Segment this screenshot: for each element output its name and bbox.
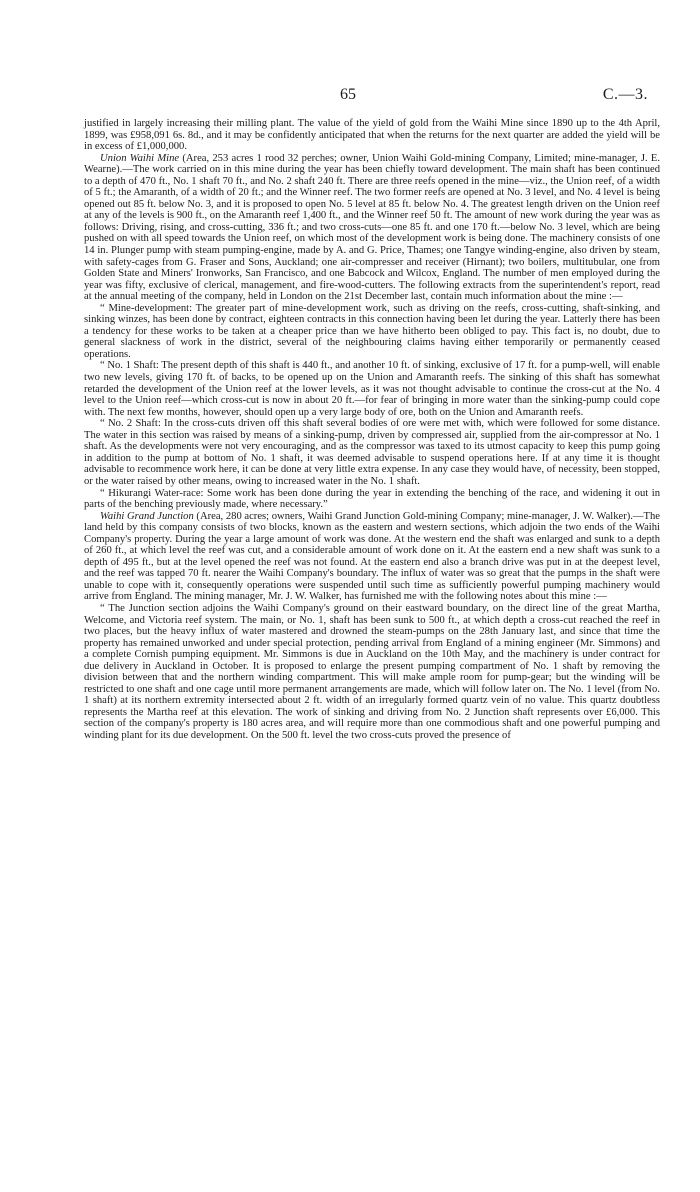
page-number: 65 — [340, 86, 356, 103]
quote-no1-shaft: “ No. 1 Shaft: The present depth of this shaft is 440 ft., and another 10 ft. of sinking, exclusive of 17 ft. for a pump-well, will enable two new levels, giving 170 ft. of backs, to be opened up on the Union and Amaranth reefs. The sinking of this shaft has somewhat retarded the development of the Union reef at the lower levels, as it was not thought advisable to continue the cross-cut at the No. 4 level to the Union reef—which cross-cut is now in about 20 ft.—for fear of bringing in more water than the sinking-pump could cope with. The next few months, however, should open up a very large body of ore, both on the Union and Amaranth reefs. — [84, 360, 660, 418]
paragraph-union-waihi — [84, 153, 660, 303]
quote-junction-section: “ The Junction section adjoins the Waihi Company's ground on their eastward boundary, on the direct line of the great Martha, Welcome, and Victoria reef system. The main, or No. 1, shaft has been sunk to 500 ft., at which depth a cross-cut reached the reef in two places, but the heavy influx of water mastered and drowned the steam-pumps on the 28th January last, and since that time the property has remained unworked and under special protection, pending arrival from England of a mining engineer (Mr. Simmons) and a complete Cornish pumping equipment. Mr. Simmons is due in Auckland on the 10th May, and the machinery is under contract for due delivery in Auckland in October. It is proposed to enlarge the present pumping compartment of No. 1 shaft by removing the division between that and the northern winding compartment. This will make ample room for pump-gear; but the winding will be restricted to one shaft and one cage until more permanent arrangements are made, which will follow later on. The No. 1 level (from No. 1 shaft) at its northern extremity intersected about 2 ft. width of an irregularly formed quartz vein of no value. This quartz doubtless represents the Martha reef at this elevation. The work of sinking and driving from No. 2 Junction shaft represents over £6,000. This section of the company's property is 180 acres area, and will require more than one commodious shaft and one powerful pumping and winding plant for its due development. On the 500 ft. level the two cross-cuts proved the presence of — [84, 602, 660, 741]
quote-hikurangi-water-race: “ Hikurangi Water-race: Some work has been done during the year in extending the benching of the race, and widening it out in parts of the benching previously made, where necessary.” — [84, 487, 660, 511]
document-reference: C.—3. — [602, 86, 648, 103]
body-text — [84, 118, 660, 742]
paragraph-waihi-grand-junction-text: (Area, 280 acres; owners, Waihi Grand Junction Gold-mining Company; mine-manager, J. W. Walker).—The land held by this company consists of two blocks, known as the eastern and western sections, which adjoin the two ends of the Waihi Company's property. During the year a large amount of work was done. At the western end the shaft was enlarged and sunk to a depth of 260 ft., at which level the reef was cut, and a considerable amount of work done on it. At the eastern end a new shaft was sunk to a depth of 495 ft., but at the level opened the reef was not found. At the eastern end also a branch drive was put in at the deepest level, and the reef was tapped 70 ft. nearer the Waihi Company's boundary. The influx of water was so great that the pumps in the shaft were unable to cope with it, consequently operations were suspended until such time as sufficiently powerful pumping machinery would arrive from England. The mining manager, Mr. J. W. Walker, has furnished me with the following notes about this mine :— — [84, 510, 660, 603]
quote-mine-development: “ Mine-development: The greater part of mine-development work, such as driving on the reefs, cross-cutting, shaft-sinking, and sinking winzes, has been done by contract, eighteen contracts in this connection having been let during the year. Latterly there has been a tendency for these works to be taken at a cheaper price than we have hitherto been obliged to pay. This fact is, no doubt, due to general slackness of work in the district, several of the neighbouring claims having either temporarily or permanently ceased operations. — [84, 302, 660, 360]
paragraph-union-waihi-text: (Area, 253 acres 1 rood 32 perches; owner, Union Waihi Gold-mining Company, Limited; mine-manager, J. E. Wearne).—The work carried on in this mine during the year has been chiefly toward development. The main shaft has been continued to a depth of 470 ft., No. 1 shaft 70 ft., and No. 2 shaft 240 ft. There are three reefs opened in the mine—viz., the Union reef, of a width of 5 ft.; the Amaranth, of a width of 20 ft.; and the Winner reef. The two former reefs are opened at No. 3 level, and No. 4 level is being opened out 85 ft. below No. 3, and it is proposed to open No. 5 level at 85 ft. below No. 4. The greatest length driven on the Union reef at any of the levels is 900 ft., on the Amaranth reef 1,400 ft., and the Winner reef 50 ft. The amount of new work during the year was as follows: Driving, rising, and cross-cutting, 336 ft.; and two cross-cuts—one 85 ft. and one 170 ft.—below No. 3 level, which are being pushed on with all speed towards the Union reef, on which most of the development work is being done. The machinery consists of one 14 in. Plunger pump with steam pumping-engine, made by A. and G. Price, Thames; one Tangye winding-engine, also driven by steam, with safety-cages from G. Fraser and Sons, Auckland; one air-compresser and receiver (Hirnant); two boilers, multitubular, one from Golden State and Miners' Ironworks, San Francisco, and one Babcock and Wilcox, England. The number of men employed during the year was fifty, exclusive of clerical, management, and fire-wood-cutters. The following extracts from the superintendent's report, read at the annual meeting of the company, held in London on the 21st December last, contain much information about the mine :— — [84, 152, 660, 303]
paragraph-continuation: justified in largely increasing their milling plant. The value of the yield of gold from the Waihi Mine since 1890 up to the 4th April, 1899, was £958,091 6s. 8d., and it may be confidently anticipated that when the returns for the next quarter are added the yield will be in excess of £1,000,000. — [84, 118, 660, 153]
paragraph-waihi-grand-junction — [84, 511, 660, 603]
section-heading-waihi-grand-junction: Waihi Grand Junction — [100, 510, 194, 522]
quote-no2-shaft: “ No. 2 Shaft: In the cross-cuts driven off this shaft several bodies of ore were met with, which were followed for some distance. The water in this section was raised by means of a sinking-pump, driven by compressed air, supplied from the air-compressor at No. 1 shaft. As the developments were not very encouraging, and as the compressor was taxed to its utmost capacity to keep this pump going in addition to the pump at bottom of No. 1 shaft, it was deemed advisable to suspend operations here. If at any time it is thought advisable to recommence work here, it can be done at very little extra expense. In any case they would have, of necessity, been stopped, or the water raised by other means, owing to increased water in the No. 1 shaft. — [84, 418, 660, 487]
section-heading-union-waihi: Union Waihi Mine — [100, 152, 180, 164]
page-header — [0, 86, 700, 106]
